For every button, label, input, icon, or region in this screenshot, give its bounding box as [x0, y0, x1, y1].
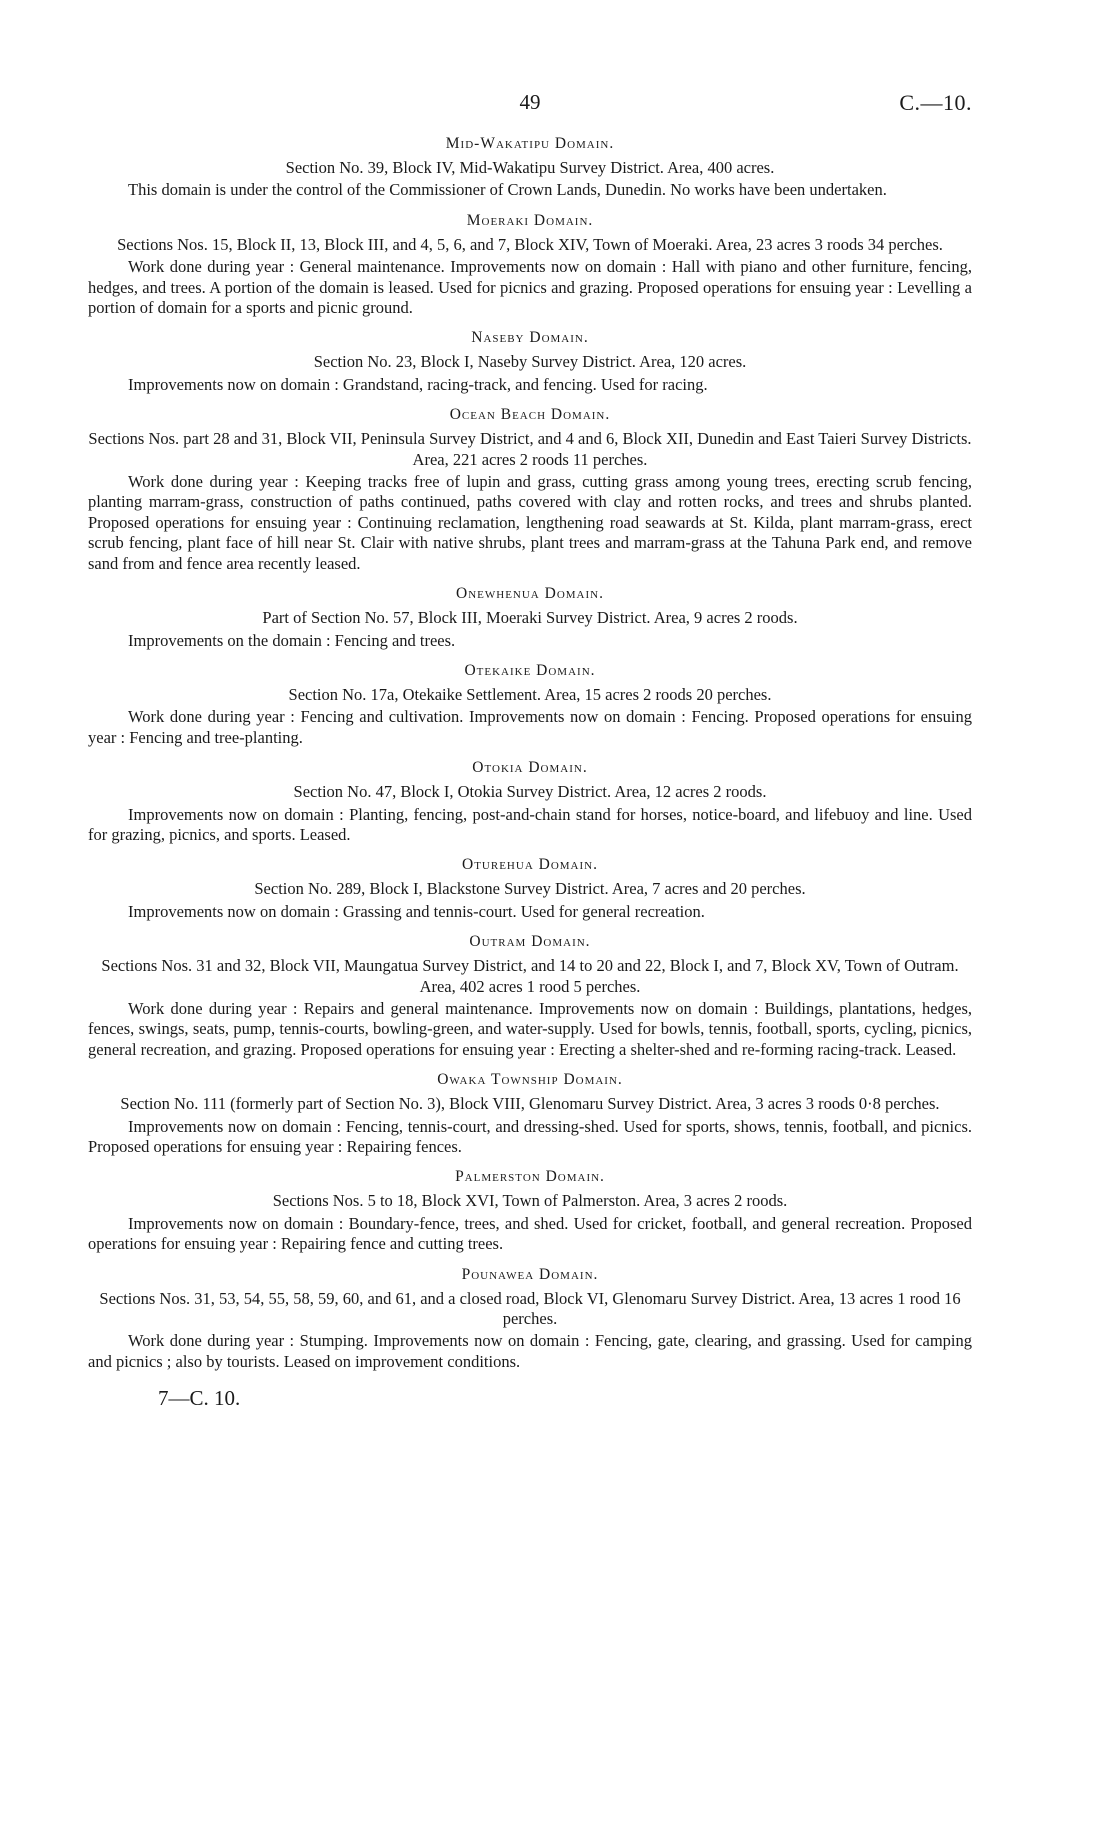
- domain-location: Sections Nos. 31, 53, 54, 55, 58, 59, 60, and 61, and a closed road, Block VI, Glenomaru Survey District. Area, 13 acres 1 rood 16 perches.: [99, 1288, 961, 1329]
- domain-section: [88, 855, 972, 922]
- domain-heading: Outram Domain.: [469, 933, 591, 951]
- domain-heading: Otokia Domain.: [472, 759, 588, 777]
- domain-location: Section No. 289, Block I, Blackstone Survey District. Area, 7 acres and 20 perches.: [254, 879, 806, 899]
- domain-location: Sections Nos. 5 to 18, Block XVI, Town of Palmerston. Area, 3 acres 2 roods.: [272, 1191, 788, 1211]
- domain-paragraph: Improvements now on domain : Grandstand, racing-track, and fencing. Used for racing.: [128, 374, 708, 394]
- domain-location: Part of Section No. 57, Block III, Moeraki Survey District. Area, 9 acres 2 roods.: [262, 608, 798, 628]
- domain-location: Sections Nos. 31 and 32, Block VII, Maungatua Survey District, and 14 to 20 and 22, Block I, and 7, Block XV, Town of Outram. Area, 402 acres 1 rood 5 perches.: [101, 956, 959, 996]
- domain-heading: Owaka Township Domain.: [437, 1071, 623, 1089]
- domain-paragraph: Improvements now on domain : Grassing and tennis-court. Used for general recreation.: [128, 901, 705, 921]
- signature-mark: 7—C. 10.: [158, 1386, 241, 1411]
- domain-heading: Moeraki Domain.: [466, 211, 594, 229]
- domain-section: [88, 405, 972, 574]
- page-header: [88, 90, 972, 124]
- domain-paragraph: Improvements on the domain : Fencing and trees.: [128, 630, 456, 650]
- domain-paragraph: Work done during year : Fencing and cultivation. Improvements now on domain : Fencing. Proposed operations for ensuing year : Fencing and tree-planting.: [88, 707, 972, 747]
- domain-paragraph: Improvements now on domain : Planting, fencing, post-and-chain stand for horses, notice-board, and lifebuoy and line. Used for grazing, picnics, and sports. Leased.: [88, 804, 972, 844]
- domain-location: Section No. 17a, Otekaike Settlement. Area, 15 acres 2 roods 20 perches.: [288, 684, 772, 704]
- page-number: 49: [519, 90, 541, 114]
- domain-paragraph: This domain is under the control of the Commissioner of Crown Lands, Dunedin. No works have been undertaken.: [128, 180, 887, 200]
- domain-location: Sections Nos. 15, Block II, 13, Block III, and 4, 5, 6, and 7, Block XIV, Town of Moeraki. Area, 23 acres 3 roods 34 perches.: [117, 234, 943, 254]
- domain-location: Section No. 39, Block IV, Mid-Wakatipu Survey District. Area, 400 acres.: [285, 158, 775, 177]
- domain-paragraph: Work done during year : Keeping tracks free of lupin and grass, cutting grass among young trees, erecting scrub fencing, planting marram-grass, construction of paths continued, paths covered with clay and rotten rocks, and trees and shrubs planted. Proposed operations for ensuing year : Continuing reclamation, lengthening road seawards at St. Kilda, plant marram-grass, erect scrub fencing, plant face of hill near St. Clair with native shrubs, plant trees and marram-grass at the Tahuna Park end, and remove sand from and fence area recently leased.: [88, 472, 972, 573]
- domain-heading: Otekaike Domain.: [464, 661, 596, 679]
- domain-section: [88, 1070, 972, 1157]
- domain-section: [88, 1167, 972, 1254]
- domain-paragraph: Work done during year : General maintenance. Improvements now on domain : Hall with piano and other furniture, fencing, hedges, and trees. A portion of the domain is leased. Used for picnics and grazing. Proposed operations for ensuing year : Levelling a portion of domain for a sports and picnic ground.: [88, 257, 972, 318]
- domain-section: [88, 758, 972, 845]
- domain-section: [88, 584, 972, 651]
- domain-heading: Naseby Domain.: [471, 329, 589, 347]
- domain-section: [88, 211, 972, 319]
- domain-section: [88, 134, 972, 201]
- domain-location: Section No. 47, Block I, Otokia Survey District. Area, 12 acres 2 roods.: [293, 782, 767, 802]
- domain-heading: Ocean Beach Domain.: [449, 406, 611, 424]
- document-reference: C.—10.: [899, 90, 972, 115]
- domain-heading: Oturehua Domain.: [462, 856, 598, 874]
- domain-heading: Pounawea Domain.: [461, 1265, 599, 1283]
- domain-paragraph: Improvements now on domain : Boundary-fence, trees, and shed. Used for cricket, football, and general recreation. Proposed operations for ensuing year : Repairing fence and cutting trees.: [88, 1213, 972, 1254]
- domain-section: [88, 661, 972, 748]
- domain-paragraph: Improvements now on domain : Fencing, tennis-court, and dressing-shed. Used for sports, shows, tennis, football, and picnics. Proposed operations for ensuing year : Repairing fences.: [88, 1116, 972, 1156]
- domain-heading: Onewhenua Domain.: [456, 585, 604, 603]
- domain-heading: Mid-Wakatipu Domain.: [445, 135, 615, 152]
- document-page: [88, 90, 972, 1411]
- domain-location: Section No. 23, Block I, Naseby Survey District. Area, 120 acres.: [313, 352, 747, 372]
- domain-heading: Palmerston Domain.: [455, 1168, 605, 1186]
- domain-section: [88, 328, 972, 395]
- domain-paragraph: Work done during year : Stumping. Improvements now on domain : Fencing, gate, clearing, and grassing. Used for camping and picnics ; also by tourists. Leased on improvement conditions.: [88, 1331, 972, 1371]
- domain-section: [88, 932, 972, 1060]
- domain-section: [88, 1265, 972, 1373]
- domain-paragraph: Work done during year : Repairs and general maintenance. Improvements now on domain : Buildings, plantations, hedges, fences, swings, seats, pump, tennis-courts, bowling-green, and water-supply. Used for bowls, tennis, football, sports, cycling, picnics, general recreation, and grazing. Proposed operations for ensuing year : Erecting a shelter-shed and re-forming racing-track. Leased.: [88, 998, 972, 1059]
- domain-location: Sections Nos. part 28 and 31, Block VII, Peninsula Survey District, and 4 and 6, Block XII, Dunedin and East Taieri Survey Districts. Area, 221 acres 2 roods 11 perches.: [88, 429, 972, 469]
- domain-location: Section No. 111 (formerly part of Section No. 3), Block VIII, Glenomaru Survey District. Area, 3 acres 3 roods 0·8 perches.: [120, 1094, 940, 1114]
